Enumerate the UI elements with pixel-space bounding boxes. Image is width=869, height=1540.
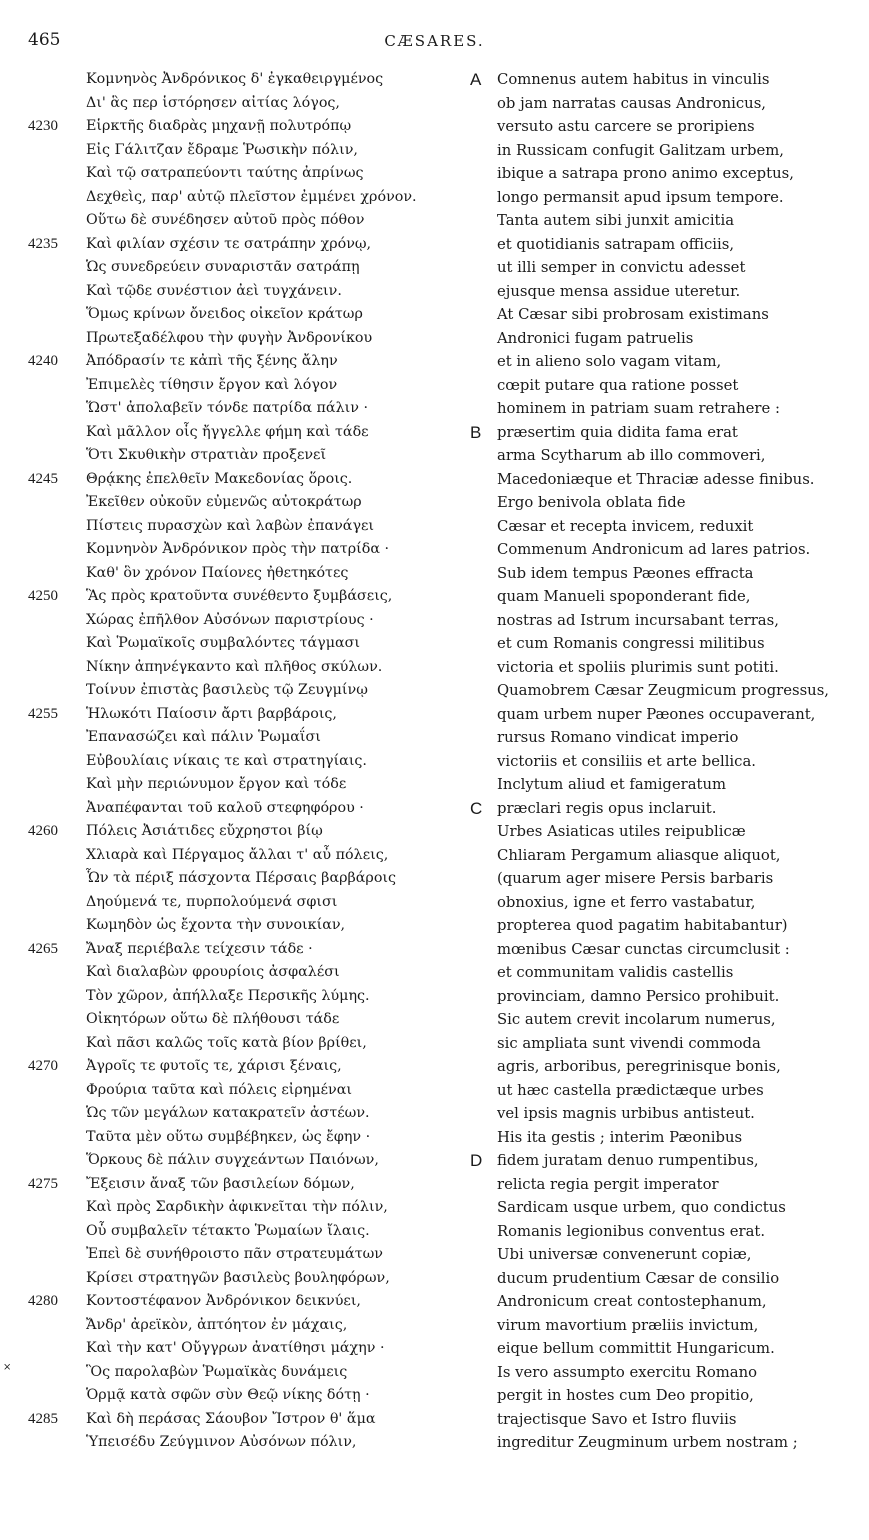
latin-verse-text: et communitam validis castellis (497, 964, 734, 981)
latin-verse-line (470, 820, 869, 844)
greek-verse-text: Χλιαρὰ καὶ Πέργαμος ἄλλαι τ' αὖ πόλεις, (86, 846, 389, 863)
greek-verse-line (0, 303, 470, 327)
latin-verse-line (470, 985, 869, 1009)
greek-verse-text: Ὅρκους δὲ πάλιν συγχεάντων Παιόνων, (86, 1152, 379, 1168)
latin-verse-line (470, 92, 869, 116)
greek-text-column (0, 68, 470, 1455)
latin-verse-text: et quotidianis satrapam officiis, (497, 235, 735, 253)
greek-verse-line (0, 491, 470, 515)
verse-number: 4280 (28, 1293, 58, 1309)
latin-verse-text: præclari regis opus inclaruit. (497, 799, 717, 817)
greek-verse-text: Καθ' ὃν χρόνον Παίονες ἠθετηκότες (86, 564, 349, 581)
greek-verse-text: Πρωτεξαδέλφου τὴν φυγὴν Ἀνδρονίκου (86, 329, 373, 346)
margin-mark: × (3, 1362, 12, 1373)
latin-verse-text: mœnibus Cæsar cunctas circumclusit : (497, 940, 790, 958)
greek-verse-line (0, 1361, 470, 1385)
latin-verse-text: hominem in patriam suam retrahere : (497, 400, 780, 417)
greek-verse-line (0, 797, 470, 821)
latin-verse-text: Tanta autem sibi junxit amicitia (497, 212, 735, 229)
latin-verse-text: ut illi semper in convictu adesset (497, 259, 746, 276)
greek-verse-line (0, 209, 470, 233)
latin-verse-line (470, 491, 869, 515)
latin-verse-text: Ubi universæ convenerunt copiæ, (497, 1246, 752, 1263)
greek-verse-line (0, 820, 470, 844)
greek-verse-line (0, 891, 470, 915)
latin-verse-text: virum mavortium præliis invictum, (497, 1316, 759, 1334)
verse-number: 4255 (28, 705, 58, 722)
latin-verse-line (470, 891, 869, 915)
latin-verse-line (470, 303, 869, 327)
greek-verse-text: Οὗ συμβαλεῖν τέτακτο Ῥωμαίων ἴλαις. (86, 1222, 370, 1239)
latin-verse-line (470, 1032, 869, 1056)
latin-verse-line (470, 703, 869, 727)
latin-verse-text: obnoxius, igne et ferro vastabatur, (497, 893, 756, 911)
latin-verse-line (470, 609, 869, 633)
verse-number: 4265 (28, 940, 58, 957)
greek-verse-text: Καὶ Ῥωμαϊκοῖς συμβαλόντες τάγμασι (86, 635, 361, 651)
latin-verse-line (470, 1126, 869, 1150)
latin-verse-text: ejusque mensa assidue uteretur. (497, 282, 741, 300)
latin-verse-text: victoria et spoliis plurimis sunt potiti. (497, 658, 779, 676)
greek-verse-line (0, 961, 470, 985)
latin-verse-text: Inclytum aliud et famigeratum (497, 776, 727, 793)
greek-verse-line (0, 1173, 470, 1197)
greek-verse-text: Ὑπεισέδυ Ζεύγμινον Αὐσόνων πόλιν, (86, 1434, 357, 1450)
greek-verse-text: Ἀγροῖς τε φυτοῖς τε, χάρισι ξέναις, (86, 1058, 342, 1074)
latin-verse-text: præsertim quia didita fama erat (497, 423, 738, 441)
latin-verse-line (470, 914, 869, 938)
greek-verse-text: Ὃς παρολαβὼν Ῥωμαϊκὰς δυνάμεις (86, 1363, 348, 1380)
latin-verse-line (470, 186, 869, 210)
greek-verse-text: Φρούρια ταῦτα καὶ πόλεις εἰρημέναι (86, 1081, 353, 1098)
greek-verse-text: Εἰς Γάλιτζαν ἔδραμε Ῥωσικὴν πόλιν, (86, 141, 358, 158)
greek-verse-text: Κρίσει στρατηγῶν βασιλεὺς βουληφόρων, (86, 1269, 390, 1286)
latin-verse-line (470, 656, 869, 680)
greek-verse-line (0, 538, 470, 562)
latin-verse-text: quam urbem nuper Pæones occupaverant, (497, 705, 816, 723)
greek-verse-text: Πίστεις πυρασχὼν καὶ λαβὼν ἐπανάγει (86, 517, 375, 534)
greek-verse-line (0, 1243, 470, 1267)
latin-verse-text: victoriis et consiliis et arte bellica. (497, 752, 756, 770)
section-marker: A (470, 70, 482, 89)
section-marker: C (470, 798, 483, 818)
greek-verse-text: Δεχθεὶς, παρ' αὐτῷ πλεῖστον ἐμμένει χρόνον. (86, 188, 417, 205)
greek-verse-text: Καὶ μᾶλλον οἷς ἤγγελλε φήμη καὶ τάδε (86, 423, 369, 440)
greek-verse-text: Καὶ πρὸς Σαρδικὴν ἀφικνεῖται τὴν πόλιν, (86, 1199, 388, 1215)
greek-verse-line (0, 186, 470, 210)
latin-verse-text: Cæsar et recepta invicem, reduxit (497, 517, 754, 535)
latin-verse-text: nostras ad Istrum incursabant terras, (497, 611, 779, 629)
greek-verse-text: Ὅτι Σκυθικὴν στρατιὰν προξενεῖ (86, 447, 327, 463)
greek-verse-line (0, 1126, 470, 1150)
greek-verse-line (0, 68, 470, 92)
latin-verse-line (470, 538, 869, 562)
latin-verse-line (470, 162, 869, 186)
greek-verse-text: Ἄναξ περιέβαλε τείχεσιν τάδε · (86, 940, 313, 957)
latin-verse-line (470, 1008, 869, 1032)
latin-verse-line (470, 1173, 869, 1197)
latin-verse-text: eique bellum committit Hungaricum. (497, 1340, 775, 1357)
greek-verse-line (0, 1384, 470, 1408)
greek-verse-text: Κομνηνὸν Ἀνδρόνικον πρὸς τὴν πατρίδα · (86, 541, 390, 557)
latin-verse-text: trajectisque Savo et Istro fluviis (497, 1410, 737, 1428)
latin-verse-text: relicta regia pergit imperator (497, 1175, 719, 1193)
latin-verse-line (470, 1220, 869, 1244)
latin-verse-line (470, 397, 869, 421)
latin-verse-text: et cum Romanis congressi militibus (497, 635, 765, 652)
greek-verse-text: Τὸν χῶρον, ἀπήλλαξε Περσικῆς λύμης. (86, 987, 370, 1004)
page-number: 465 (28, 30, 61, 50)
latin-verse-line (470, 327, 869, 351)
latin-verse-line (470, 1149, 869, 1173)
greek-verse-line (0, 280, 470, 304)
greek-verse-text: Οἰκητόρων οὕτω δὲ πλήθουσι τάδε (86, 1011, 340, 1027)
greek-verse-text: Θρᾴκης ἐπελθεῖν Μακεδονίας ὅροις. (86, 470, 353, 487)
latin-verse-line (470, 1267, 869, 1291)
latin-verse-text: Urbes Asiaticas utiles reipublicæ (497, 823, 746, 840)
greek-verse-text: Κωμηδὸν ὡς ἔχοντα τὴν συνοικίαν, (86, 917, 346, 933)
greek-verse-line (0, 867, 470, 891)
latin-verse-text: agris, arboribus, peregrinisque bonis, (497, 1058, 781, 1075)
latin-verse-text: Quamobrem Cæsar Zeugmicum progressus, (497, 682, 830, 699)
latin-verse-line (470, 1102, 869, 1126)
latin-verse-line (470, 209, 869, 233)
greek-verse-line (0, 233, 470, 257)
greek-verse-line (0, 1337, 470, 1361)
latin-verse-line (470, 679, 869, 703)
greek-verse-text: Χώρας ἐπῆλθον Αὐσόνων παριστρίους · (86, 611, 374, 628)
greek-verse-line (0, 632, 470, 656)
latin-verse-text: cœpit putare qua ratione posset (497, 376, 739, 394)
greek-verse-text: Ἔξεισιν ἄναξ τῶν βασιλείων δόμων, (86, 1175, 355, 1192)
latin-verse-text: provinciam, damno Persico prohibuit. (497, 987, 780, 1005)
greek-verse-line (0, 1314, 470, 1338)
greek-verse-text: Ἃς πρὸς κρατοῦντα συνέθεντο ξυμβάσεις, (86, 588, 393, 604)
greek-verse-line (0, 938, 470, 962)
greek-verse-line (0, 1149, 470, 1173)
latin-verse-text: ut hæc castella prædictæque urbes (497, 1081, 764, 1099)
verse-number: 4285 (28, 1410, 58, 1427)
greek-verse-line (0, 350, 470, 374)
latin-verse-text: pergit in hostes cum Deo propitio, (497, 1387, 754, 1404)
latin-verse-line (470, 1055, 869, 1079)
greek-verse-text: Νίκην ἀπηνέγκαντο καὶ πλῆθος σκύλων. (86, 658, 383, 675)
greek-verse-line (0, 1196, 470, 1220)
greek-verse-line (0, 562, 470, 586)
greek-verse-line (0, 750, 470, 774)
latin-verse-text: arma Scytharum ab illo commoveri, (497, 447, 766, 464)
greek-verse-line (0, 985, 470, 1009)
latin-verse-line (470, 68, 869, 92)
greek-verse-text: Ὡς τῶν μεγάλων κατακρατεῖν ἀστέων. (86, 1105, 370, 1121)
greek-verse-text: Ἐπεὶ δὲ συνήθροιστο πᾶν στρατευμάτων (86, 1246, 383, 1262)
latin-verse-text: Ergo benivola oblata fide (497, 494, 686, 511)
latin-verse-text: Macedoniæque et Thraciæ adesse finibus. (497, 470, 815, 488)
greek-verse-line (0, 1008, 470, 1032)
latin-verse-line (470, 374, 869, 398)
greek-verse-text: Κομνηνὸς Ἀνδρόνικος δ' ἐγκαθειργμένος (86, 71, 384, 87)
latin-verse-line (470, 562, 869, 586)
greek-verse-text: Ἐκεῖθεν οὐκοῦν εὐμενῶς αὐτοκράτωρ (86, 494, 362, 510)
greek-verse-text: Ὥστ' ἀπολαβεῖν τόνδε πατρίδα πάλιν · (86, 400, 369, 416)
greek-verse-line (0, 844, 470, 868)
running-title: CÆSARES. (384, 32, 485, 50)
greek-verse-line (0, 92, 470, 116)
greek-verse-text: Ὅμως κρίνων ὄνειδος οἰκεῖον κράτωρ (86, 306, 363, 322)
greek-verse-line (0, 1032, 470, 1056)
latin-verse-text: longo permansit apud ipsum tempore. (497, 188, 784, 206)
greek-verse-text: Καὶ πᾶσι καλῶς τοῖς κατὰ βίον βρίθει, (86, 1034, 367, 1051)
latin-verse-line (470, 280, 869, 304)
latin-verse-line (470, 1384, 869, 1408)
greek-verse-text: Ἀναπέφανται τοῦ καλοῦ στεφηφόρου · (86, 799, 364, 816)
latin-verse-line (470, 1290, 869, 1314)
greek-verse-text: Εὐβουλίαις νίκαις τε καὶ στρατηγίαις. (86, 752, 367, 769)
greek-verse-text: Οὕτω δὲ συνέδησεν αὐτοῦ πρὸς πόθον (86, 212, 365, 228)
latin-verse-text: et in alieno solo vagam vitam, (497, 353, 722, 370)
latin-verse-text: propterea quod pagatim habitabantur) (497, 917, 788, 934)
latin-verse-line (470, 444, 869, 468)
latin-verse-text: sic ampliata sunt vivendi commoda (497, 1034, 761, 1052)
greek-verse-line (0, 1102, 470, 1126)
latin-verse-text: Andronicum creat contostephanum, (497, 1293, 767, 1310)
greek-verse-line (0, 1408, 470, 1432)
latin-verse-text: Sub idem tempus Pæones effracta (497, 564, 754, 582)
greek-verse-text: Δηούμενά τε, πυρπολούμενά σφισι (86, 893, 338, 910)
greek-verse-line (0, 327, 470, 351)
greek-verse-text: Ὧν τὰ πέριξ πάσχοντα Πέρσαις βαρβάροις (86, 870, 397, 886)
greek-verse-text: Ταῦτα μὲν οὕτω συμβέβηκεν, ὡς ἔφην · (86, 1128, 371, 1145)
greek-verse-line (0, 515, 470, 539)
latin-verse-line (470, 938, 869, 962)
latin-verse-line (470, 1314, 869, 1338)
greek-verse-text: Ὁρμᾷ κατὰ σφῶν σὺν Θεῷ νίκης δότῃ · (86, 1387, 370, 1403)
greek-verse-line (0, 726, 470, 750)
greek-verse-line (0, 1079, 470, 1103)
latin-verse-text: fidem juratam denuo rumpentibus, (497, 1152, 759, 1169)
latin-verse-line (470, 1337, 869, 1361)
greek-verse-text: Κοντοστέφανον Ἀνδρόνικον δεικνύει, (86, 1293, 361, 1309)
greek-verse-line (0, 115, 470, 139)
latin-verse-line (470, 421, 869, 445)
greek-verse-text: Καὶ φιλίαν σχέσιν τε σατράπην χρόνῳ, (86, 235, 372, 252)
latin-verse-line (470, 632, 869, 656)
latin-verse-text: Sic autem crevit incolarum numerus, (497, 1011, 776, 1028)
latin-verse-text: At Cæsar sibi probrosam existimans (497, 306, 769, 323)
latin-translation-column (470, 68, 869, 1455)
latin-verse-text: ibique a satrapa prono animo exceptus, (497, 165, 794, 182)
greek-verse-line (0, 256, 470, 280)
greek-verse-line (0, 914, 470, 938)
greek-verse-text: Ἡλωκότι Παίοσιν ἄρτι βαρβάροις, (86, 705, 337, 722)
greek-verse-line (0, 421, 470, 445)
latin-verse-line (470, 1431, 869, 1455)
greek-verse-line (0, 679, 470, 703)
latin-verse-line (470, 139, 869, 163)
greek-verse-line (0, 139, 470, 163)
latin-verse-text: ob jam narratas causas Andronicus, (497, 94, 767, 112)
greek-verse-text: Καὶ μὴν περιώνυμον ἔργον καὶ τόδε (86, 776, 347, 792)
latin-verse-line (470, 350, 869, 374)
latin-verse-line (470, 1243, 869, 1267)
greek-verse-line (0, 773, 470, 797)
latin-verse-text: rursus Romano vindicat imperio (497, 729, 739, 746)
greek-verse-text: Τοίνυν ἐπιστὰς βασιλεὺς τῷ Ζευγμίνῳ (86, 682, 368, 698)
greek-verse-text: Ἀπόδρασίν τε κἀπὶ τῆς ξένης ἄλην (86, 353, 338, 369)
verse-number: 4250 (28, 588, 58, 604)
latin-verse-text: versuto astu carcere se proripiens (497, 118, 755, 135)
greek-verse-line (0, 1267, 470, 1291)
greek-verse-text: Ἄνδρ' ἀρεϊκὸν, ἀπτόητον ἐν μάχαις, (86, 1316, 348, 1333)
latin-verse-line (470, 1408, 869, 1432)
latin-verse-line (470, 750, 869, 774)
latin-verse-text: His ita gestis ; interim Pæonibus (497, 1128, 743, 1146)
greek-verse-line (0, 1055, 470, 1079)
greek-verse-line (0, 397, 470, 421)
greek-verse-line (0, 468, 470, 492)
latin-verse-line (470, 233, 869, 257)
greek-verse-line (0, 162, 470, 186)
greek-verse-text: Καὶ δὴ περάσας Σάουβον Ἴστρον θ' ἅμα (86, 1410, 376, 1427)
latin-verse-line (470, 1361, 869, 1385)
verse-number: 4245 (28, 470, 58, 487)
latin-verse-text: Sardicam usque urbem, quo condictus (497, 1199, 786, 1216)
latin-verse-text: (quarum ager misere Persis barbaris (497, 870, 774, 887)
greek-verse-text: Πόλεις Ἀσιάτιδες εὔχρηστοι βίῳ (86, 823, 323, 839)
latin-verse-line (470, 773, 869, 797)
greek-verse-line (0, 1431, 470, 1455)
greek-verse-text: Ἐπανασώζει καὶ πάλιν Ῥωμαΐσι (86, 729, 321, 745)
latin-verse-line (470, 1079, 869, 1103)
section-marker: B (470, 422, 482, 442)
greek-verse-text: Ἐπιμελὲς τίθησιν ἔργον καὶ λόγον (86, 376, 338, 393)
latin-verse-text: quam Manueli spoponderant fide, (497, 588, 751, 605)
greek-verse-line (0, 1290, 470, 1314)
latin-verse-text: in Russicam confugit Galitzam urbem, (497, 141, 784, 159)
verse-number: 4275 (28, 1175, 58, 1192)
latin-verse-text: Commenum Andronicum ad lares patrios. (497, 541, 811, 558)
latin-verse-line (470, 115, 869, 139)
verse-number: 4270 (28, 1058, 58, 1074)
greek-verse-text: Καὶ τῷδε συνέστιον ἀεὶ τυγχάνειν. (86, 282, 342, 299)
verse-number: 4230 (28, 118, 58, 134)
latin-verse-line (470, 797, 869, 821)
latin-verse-text: Chliaram Pergamum aliasque aliquot, (497, 846, 781, 864)
greek-verse-line (0, 444, 470, 468)
latin-verse-line (470, 726, 869, 750)
greek-verse-text: Καὶ τὴν κατ' Οὔγγρων ἀνατίθησι μάχην · (86, 1340, 385, 1356)
latin-verse-line (470, 867, 869, 891)
section-marker: D (470, 1151, 483, 1170)
greek-verse-line (0, 656, 470, 680)
latin-verse-text: ingreditur Zeugminum urbem nostram ; (497, 1434, 798, 1451)
latin-verse-text: ducum prudentium Cæsar de consilio (497, 1269, 780, 1287)
greek-verse-line (0, 585, 470, 609)
greek-verse-line (0, 374, 470, 398)
greek-verse-text: Καὶ διαλαβὼν φρουρίοις ἀσφαλέσι (86, 964, 340, 980)
latin-verse-line (470, 468, 869, 492)
latin-verse-line (470, 1196, 869, 1220)
latin-verse-line (470, 585, 869, 609)
verse-number: 4235 (28, 235, 58, 252)
greek-verse-line (0, 1220, 470, 1244)
greek-verse-text: Καὶ τῷ σατραπεύοντι ταύτης ἀπρίνως (86, 165, 364, 181)
latin-verse-line (470, 256, 869, 280)
latin-verse-text: vel ipsis magnis urbibus antisteut. (497, 1105, 755, 1122)
latin-verse-text: Is vero assumpto exercitu Romano (497, 1363, 758, 1381)
greek-verse-line (0, 609, 470, 633)
latin-verse-text: Andronici fugam patruelis (497, 329, 694, 347)
latin-verse-line (470, 844, 869, 868)
greek-verse-line (0, 703, 470, 727)
latin-verse-text: Romanis legionibus conventus erat. (497, 1222, 766, 1240)
verse-number: 4240 (28, 353, 58, 369)
greek-verse-text: Δι' ἃς περ ἱστόρησεν αἰτίας λόγος, (86, 94, 340, 111)
greek-verse-text: Εἱρκτῆς διαδρὰς μηχανῇ πολυτρόπῳ (86, 118, 352, 134)
latin-verse-line (470, 961, 869, 985)
latin-verse-line (470, 515, 869, 539)
greek-verse-text: Ὡς συνεδρεύειν συναριστᾶν σατράπῃ (86, 259, 360, 275)
verse-number: 4260 (28, 823, 58, 839)
latin-verse-text: Comnenus autem habitus in vinculis (497, 71, 770, 88)
